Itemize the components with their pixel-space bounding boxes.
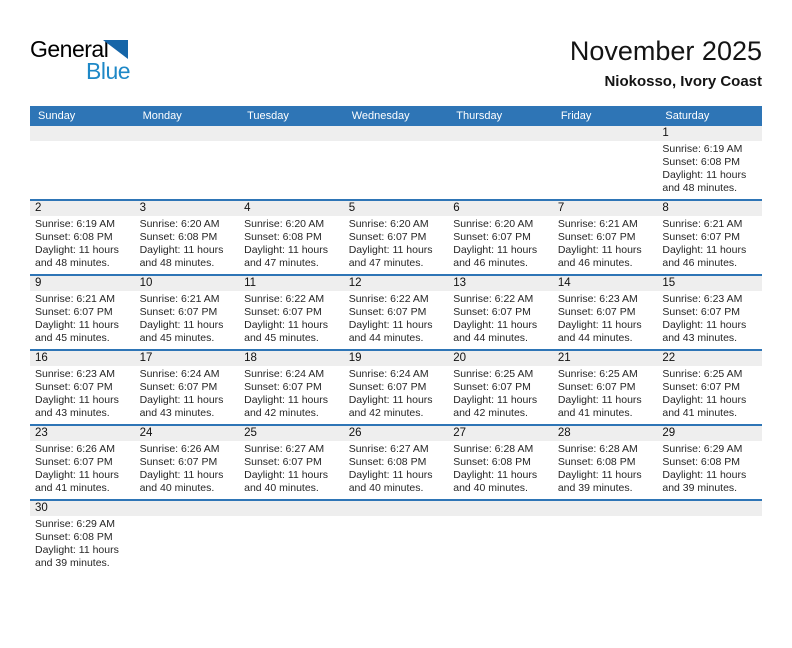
day-details <box>657 291 762 349</box>
sunrise-text: Sunrise: 6:23 AM <box>35 368 115 380</box>
day-number <box>344 126 449 141</box>
day-details <box>344 366 449 424</box>
daylight-text: Daylight: 11 hours <box>348 244 433 256</box>
daylight-text-cont: and 47 minutes. <box>244 257 319 269</box>
sunrise-text: Sunrise: 6:21 AM <box>662 218 743 230</box>
sunset-text: Sunset: 6:08 PM <box>348 456 427 468</box>
day-number <box>553 501 658 516</box>
day-number: 10 <box>135 276 240 291</box>
daylight-text: Daylight: 11 hours <box>244 244 328 256</box>
daylight-text-cont: and 42 minutes. <box>453 407 528 419</box>
day-details <box>239 216 344 274</box>
day-details <box>553 366 658 424</box>
day-details <box>135 291 240 349</box>
daylight-text-cont: and 45 minutes. <box>139 332 215 344</box>
day-cell <box>239 500 344 574</box>
daylight-text: Daylight: 11 hours <box>557 469 642 481</box>
day-number <box>135 501 240 516</box>
day-details <box>30 216 135 274</box>
sunset-text: Sunset: 6:07 PM <box>139 381 218 393</box>
day-details <box>239 291 344 349</box>
sunset-text: Sunset: 6:08 PM <box>662 156 741 168</box>
daylight-text-cont: and 41 minutes. <box>35 482 110 494</box>
day-number: 11 <box>239 276 344 291</box>
sunrise-text: Sunrise: 6:24 AM <box>348 368 429 380</box>
sunrise-text: Sunrise: 6:21 AM <box>139 293 220 305</box>
day-cell <box>30 350 135 425</box>
day-details <box>553 141 658 147</box>
day-number: 29 <box>657 426 762 441</box>
day-number: 12 <box>344 276 449 291</box>
day-cell <box>657 500 762 574</box>
sunset-text: Sunset: 6:07 PM <box>348 306 427 318</box>
daylight-text-cont: and 46 minutes. <box>662 257 738 269</box>
sunrise-text: Sunrise: 6:19 AM <box>662 143 743 155</box>
sunset-text: Sunset: 6:07 PM <box>557 231 636 243</box>
day-cell <box>553 350 658 425</box>
sunrise-text: Sunrise: 6:20 AM <box>244 218 325 230</box>
daylight-text-cont: and 46 minutes. <box>557 257 633 269</box>
day-details <box>553 516 658 522</box>
daylight-text-cont: and 40 minutes. <box>244 482 319 494</box>
day-details <box>657 366 762 424</box>
day-details <box>344 216 449 274</box>
day-cell <box>553 126 658 200</box>
sunrise-text: Sunrise: 6:20 AM <box>348 218 429 230</box>
day-cell <box>239 350 344 425</box>
day-details <box>135 441 240 499</box>
sunset-text: Sunset: 6:07 PM <box>662 231 741 243</box>
daylight-text-cont: and 39 minutes. <box>35 557 110 569</box>
day-number: 1 <box>657 126 762 141</box>
day-cell <box>448 500 553 574</box>
day-cell <box>30 200 135 275</box>
day-number: 25 <box>239 426 344 441</box>
day-cell <box>448 126 553 200</box>
daylight-text-cont: and 43 minutes. <box>139 407 215 419</box>
daylight-text-cont: and 41 minutes. <box>662 407 738 419</box>
page-header <box>30 36 762 100</box>
day-details <box>30 291 135 349</box>
day-cell <box>657 200 762 275</box>
day-details <box>344 516 449 522</box>
daylight-text: Daylight: 11 hours <box>662 469 747 481</box>
sunset-text: Sunset: 6:07 PM <box>557 381 636 393</box>
day-details <box>553 216 658 274</box>
day-cell <box>344 500 449 574</box>
sunrise-text: Sunrise: 6:27 AM <box>348 443 429 455</box>
sunset-text: Sunset: 6:07 PM <box>557 306 636 318</box>
daylight-text-cont: and 45 minutes. <box>244 332 319 344</box>
day-details <box>657 141 762 199</box>
sunrise-text: Sunrise: 6:24 AM <box>244 368 325 380</box>
daylight-text-cont: and 44 minutes. <box>453 332 528 344</box>
day-cell <box>553 200 658 275</box>
day-number: 5 <box>344 201 449 216</box>
day-number: 23 <box>30 426 135 441</box>
daylight-text-cont: and 40 minutes. <box>139 482 215 494</box>
week-row <box>30 500 762 574</box>
daylight-text: Daylight: 11 hours <box>139 319 224 331</box>
day-cell <box>657 350 762 425</box>
daylight-text-cont: and 48 minutes. <box>662 182 738 194</box>
daylight-text: Daylight: 11 hours <box>453 244 538 256</box>
day-details <box>657 216 762 274</box>
page-subtitle: Niokosso, Ivory Coast <box>604 73 762 90</box>
day-number: 2 <box>30 201 135 216</box>
day-cell <box>344 275 449 350</box>
daylight-text-cont: and 44 minutes. <box>557 332 633 344</box>
daylight-text: Daylight: 11 hours <box>244 394 328 406</box>
daylight-text-cont: and 40 minutes. <box>348 482 424 494</box>
daylight-text: Daylight: 11 hours <box>453 394 538 406</box>
daylight-text-cont: and 43 minutes. <box>35 407 110 419</box>
day-cell <box>239 126 344 200</box>
day-details <box>553 291 658 349</box>
day-number: 3 <box>135 201 240 216</box>
sunrise-text: Sunrise: 6:25 AM <box>662 368 743 380</box>
day-cell <box>135 350 240 425</box>
daylight-text-cont: and 44 minutes. <box>348 332 424 344</box>
day-number: 6 <box>448 201 553 216</box>
day-details <box>344 291 449 349</box>
weekday-thursday: Thursday <box>448 106 553 126</box>
daylight-text-cont: and 48 minutes. <box>139 257 215 269</box>
sunset-text: Sunset: 6:08 PM <box>453 456 531 468</box>
day-details <box>239 141 344 147</box>
day-number <box>448 126 553 141</box>
day-number: 24 <box>135 426 240 441</box>
day-cell <box>30 425 135 500</box>
sunrise-text: Sunrise: 6:24 AM <box>139 368 220 380</box>
sunrise-text: Sunrise: 6:28 AM <box>557 443 638 455</box>
daylight-text: Daylight: 11 hours <box>139 469 224 481</box>
day-number <box>135 126 240 141</box>
daylight-text-cont: and 41 minutes. <box>557 407 633 419</box>
logo-text-general: General <box>30 36 109 62</box>
day-cell <box>657 126 762 200</box>
day-details <box>448 216 553 274</box>
day-details <box>448 291 553 349</box>
weekday-header-row <box>30 106 762 126</box>
day-details <box>239 366 344 424</box>
day-number: 14 <box>553 276 658 291</box>
sunset-text: Sunset: 6:07 PM <box>453 231 531 243</box>
day-number <box>448 501 553 516</box>
sunrise-text: Sunrise: 6:23 AM <box>557 293 638 305</box>
day-details <box>448 366 553 424</box>
day-cell <box>553 500 658 574</box>
day-number: 13 <box>448 276 553 291</box>
daylight-text-cont: and 43 minutes. <box>662 332 738 344</box>
day-details <box>30 141 135 147</box>
day-number <box>239 126 344 141</box>
daylight-text-cont: and 42 minutes. <box>244 407 319 419</box>
daylight-text: Daylight: 11 hours <box>139 394 224 406</box>
daylight-text: Daylight: 11 hours <box>35 394 119 406</box>
daylight-text: Daylight: 11 hours <box>139 244 224 256</box>
sunset-text: Sunset: 6:07 PM <box>453 381 531 393</box>
sunrise-text: Sunrise: 6:20 AM <box>139 218 220 230</box>
day-number: 22 <box>657 351 762 366</box>
day-cell <box>30 500 135 574</box>
daylight-text: Daylight: 11 hours <box>35 469 119 481</box>
sunrise-text: Sunrise: 6:25 AM <box>557 368 638 380</box>
sunrise-text: Sunrise: 6:22 AM <box>244 293 325 305</box>
sunrise-text: Sunrise: 6:21 AM <box>557 218 638 230</box>
sunset-text: Sunset: 6:07 PM <box>139 456 218 468</box>
day-number: 8 <box>657 201 762 216</box>
sunrise-text: Sunrise: 6:22 AM <box>453 293 534 305</box>
daylight-text: Daylight: 11 hours <box>453 469 538 481</box>
daylight-text-cont: and 47 minutes. <box>348 257 424 269</box>
sunrise-text: Sunrise: 6:29 AM <box>35 518 115 530</box>
day-details <box>448 141 553 147</box>
sunset-text: Sunset: 6:08 PM <box>244 231 322 243</box>
day-number: 17 <box>135 351 240 366</box>
day-cell <box>135 126 240 200</box>
sunset-text: Sunset: 6:07 PM <box>244 456 322 468</box>
weekday-sunday: Sunday <box>30 106 135 126</box>
week-row <box>30 425 762 500</box>
daylight-text: Daylight: 11 hours <box>35 244 119 256</box>
day-details <box>448 516 553 522</box>
day-number: 7 <box>553 201 658 216</box>
sunrise-text: Sunrise: 6:23 AM <box>662 293 743 305</box>
sunrise-text: Sunrise: 6:28 AM <box>453 443 534 455</box>
day-cell <box>448 350 553 425</box>
day-details <box>239 516 344 522</box>
day-cell <box>135 500 240 574</box>
daylight-text-cont: and 39 minutes. <box>557 482 633 494</box>
day-cell <box>344 200 449 275</box>
day-cell <box>344 425 449 500</box>
sunrise-text: Sunrise: 6:26 AM <box>139 443 220 455</box>
week-row <box>30 275 762 350</box>
calendar-page <box>0 36 792 648</box>
day-cell <box>135 200 240 275</box>
daylight-text: Daylight: 11 hours <box>35 319 119 331</box>
daylight-text: Daylight: 11 hours <box>348 469 433 481</box>
sunset-text: Sunset: 6:07 PM <box>662 306 741 318</box>
sunrise-text: Sunrise: 6:27 AM <box>244 443 325 455</box>
daylight-text: Daylight: 11 hours <box>662 169 747 181</box>
day-details <box>344 441 449 499</box>
sunrise-text: Sunrise: 6:20 AM <box>453 218 534 230</box>
sunset-text: Sunset: 6:07 PM <box>662 381 741 393</box>
sunset-text: Sunset: 6:07 PM <box>35 456 113 468</box>
daylight-text: Daylight: 11 hours <box>244 319 328 331</box>
sunset-text: Sunset: 6:07 PM <box>35 381 113 393</box>
daylight-text-cont: and 48 minutes. <box>35 257 110 269</box>
day-number: 26 <box>344 426 449 441</box>
day-number <box>30 126 135 141</box>
sunset-text: Sunset: 6:07 PM <box>139 306 218 318</box>
day-number: 19 <box>344 351 449 366</box>
week-row <box>30 126 762 200</box>
day-number: 9 <box>30 276 135 291</box>
sunset-text: Sunset: 6:07 PM <box>35 306 113 318</box>
daylight-text: Daylight: 11 hours <box>348 319 433 331</box>
day-number: 30 <box>30 501 135 516</box>
day-cell <box>30 275 135 350</box>
day-number: 16 <box>30 351 135 366</box>
week-row <box>30 350 762 425</box>
day-cell <box>239 275 344 350</box>
sunrise-text: Sunrise: 6:26 AM <box>35 443 115 455</box>
day-cell <box>448 425 553 500</box>
day-number <box>657 501 762 516</box>
day-details <box>344 141 449 147</box>
day-number: 20 <box>448 351 553 366</box>
daylight-text-cont: and 39 minutes. <box>662 482 738 494</box>
weekday-saturday: Saturday <box>657 106 762 126</box>
sunrise-text: Sunrise: 6:22 AM <box>348 293 429 305</box>
day-number: 27 <box>448 426 553 441</box>
day-number: 28 <box>553 426 658 441</box>
week-row <box>30 200 762 275</box>
general-blue-logo <box>30 36 150 91</box>
weekday-monday: Monday <box>135 106 240 126</box>
day-details <box>135 141 240 147</box>
day-details <box>135 516 240 522</box>
day-details <box>448 441 553 499</box>
day-cell <box>448 275 553 350</box>
logo-text-blue: Blue <box>86 58 131 84</box>
day-cell <box>239 200 344 275</box>
day-cell <box>344 350 449 425</box>
day-details <box>30 366 135 424</box>
daylight-text: Daylight: 11 hours <box>557 394 642 406</box>
day-cell <box>135 425 240 500</box>
sunset-text: Sunset: 6:08 PM <box>35 231 113 243</box>
daylight-text: Daylight: 11 hours <box>348 394 433 406</box>
daylight-text: Daylight: 11 hours <box>662 394 747 406</box>
sunset-text: Sunset: 6:08 PM <box>139 231 218 243</box>
day-cell <box>30 126 135 200</box>
day-details <box>657 441 762 499</box>
sunrise-text: Sunrise: 6:25 AM <box>453 368 534 380</box>
calendar-body <box>30 126 762 574</box>
daylight-text-cont: and 46 minutes. <box>453 257 528 269</box>
day-cell <box>239 425 344 500</box>
page-title: November 2025 <box>569 36 762 66</box>
day-number <box>553 126 658 141</box>
day-number: 4 <box>239 201 344 216</box>
sunset-text: Sunset: 6:07 PM <box>453 306 531 318</box>
day-cell <box>657 275 762 350</box>
sunset-text: Sunset: 6:07 PM <box>348 231 427 243</box>
weekday-tuesday: Tuesday <box>239 106 344 126</box>
calendar-table <box>30 106 762 574</box>
weekday-friday: Friday <box>553 106 658 126</box>
day-number: 21 <box>553 351 658 366</box>
daylight-text: Daylight: 11 hours <box>244 469 328 481</box>
day-cell <box>553 425 658 500</box>
day-number: 15 <box>657 276 762 291</box>
sunset-text: Sunset: 6:08 PM <box>662 456 741 468</box>
sunset-text: Sunset: 6:07 PM <box>244 381 322 393</box>
sunset-text: Sunset: 6:08 PM <box>35 531 113 543</box>
daylight-text-cont: and 45 minutes. <box>35 332 110 344</box>
day-details <box>30 441 135 499</box>
daylight-text: Daylight: 11 hours <box>557 244 642 256</box>
day-cell <box>657 425 762 500</box>
sunset-text: Sunset: 6:08 PM <box>557 456 636 468</box>
daylight-text-cont: and 40 minutes. <box>453 482 528 494</box>
day-details <box>553 441 658 499</box>
daylight-text: Daylight: 11 hours <box>453 319 538 331</box>
sunrise-text: Sunrise: 6:29 AM <box>662 443 743 455</box>
daylight-text: Daylight: 11 hours <box>557 319 642 331</box>
day-cell <box>344 126 449 200</box>
day-cell <box>135 275 240 350</box>
day-number: 18 <box>239 351 344 366</box>
daylight-text: Daylight: 11 hours <box>662 244 747 256</box>
day-details <box>135 216 240 274</box>
day-cell <box>553 275 658 350</box>
weekday-wednesday: Wednesday <box>344 106 449 126</box>
day-cell <box>448 200 553 275</box>
day-details <box>239 441 344 499</box>
title-block <box>570 36 762 90</box>
day-number <box>239 501 344 516</box>
sunset-text: Sunset: 6:07 PM <box>348 381 427 393</box>
day-details <box>657 516 762 522</box>
day-details <box>135 366 240 424</box>
sunset-text: Sunset: 6:07 PM <box>244 306 322 318</box>
sunrise-text: Sunrise: 6:21 AM <box>35 293 115 305</box>
daylight-text: Daylight: 11 hours <box>35 544 119 556</box>
sunrise-text: Sunrise: 6:19 AM <box>35 218 115 230</box>
daylight-text-cont: and 42 minutes. <box>348 407 424 419</box>
daylight-text: Daylight: 11 hours <box>662 319 747 331</box>
day-details <box>30 516 135 574</box>
day-number <box>344 501 449 516</box>
